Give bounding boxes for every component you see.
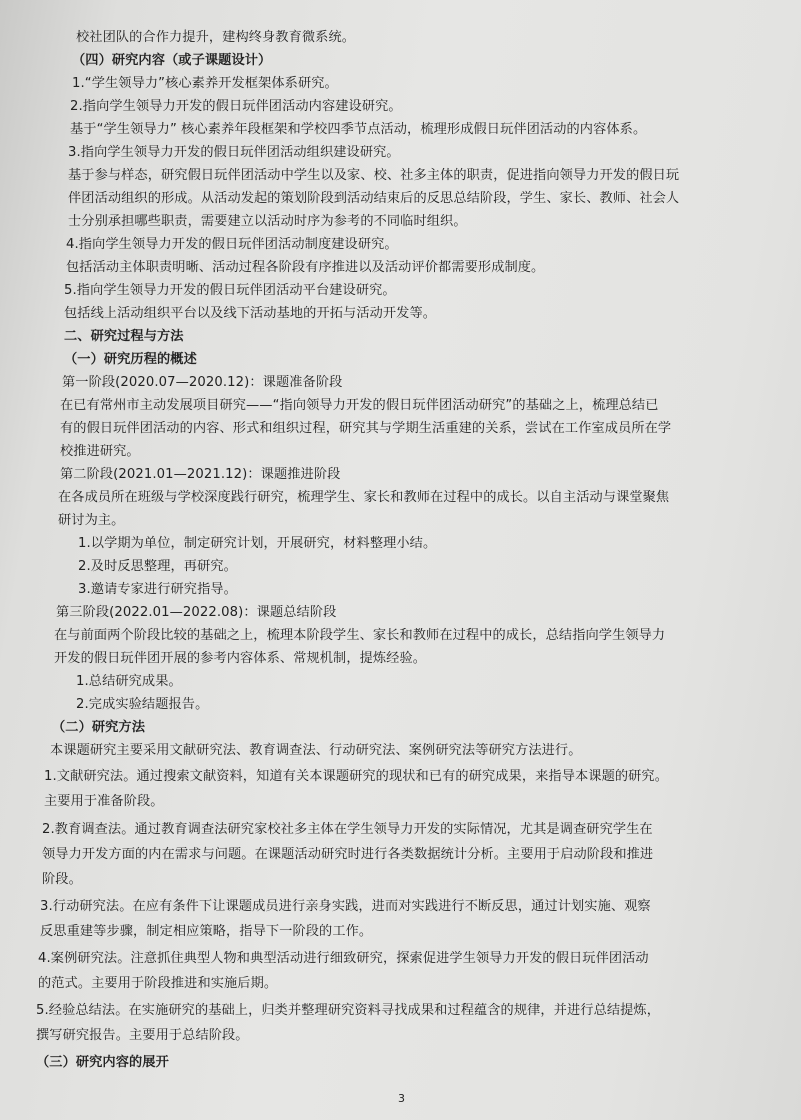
text-line: 3.行动研究法。在应有条件下让课题成员进行亲身实践，进而对实践进行不断反思，通过计划实施、观察 [40,899,651,914]
text-line: 包括活动主体职责明晰、活动过程各阶段有序推进以及活动评价都需要形成制度。 [66,260,545,275]
text-line: 校推进研究。 [60,444,140,459]
text-line: 基于“学生领导力” 核心素养年段框架和学校四季节点活动，梳理形成假日玩伴团活动的内容体系。 [70,122,647,137]
text-line: 在已有常州市主动发展项目研究——“指向领导力开发的假日玩伴团活动研究”的基础之上，梳理总结已 [60,398,659,413]
text-line: 开发的假日玩伴团开展的参考内容体系、常规机制，提炼经验。 [54,651,427,666]
text-line: 包括线上活动组织平台以及线下活动基地的开拓与活动开发等。 [64,306,437,321]
section-heading: （一）研究历程的概述 [64,352,197,367]
list-item: 2.及时反思整理，再研究。 [78,559,237,574]
text-line: 主要用于准备阶段。 [44,794,164,809]
text-line: 反思重建等步骤，制定相应策略，指导下一阶段的工作。 [40,924,373,939]
text-line: 1.“学生领导力”核心素养开发框架体系研究。 [72,76,338,91]
list-item: 2.完成实验结题报告。 [76,697,209,712]
list-item: 1.以学期为单位，制定研究计划，开展研究，材料整理小结。 [78,536,437,551]
section-heading: （三）研究内容的展开 [36,1055,169,1070]
section-heading: （四）研究内容（或子课题设计） [72,53,272,68]
text-line: 基于参与样态，研究假日玩伴团活动中学生以及家、校、社多主体的职责，促进指向领导力开发的假日玩 [68,168,680,183]
text-line: 阶段。 [42,872,82,887]
section-heading: 二、研究过程与方法 [64,329,184,344]
text-line: 伴团活动组织的形成。从活动发起的策划阶段到活动结束后的反思总结阶段，学生、家长、教师、社会人 [68,191,680,206]
text-line: 研讨为主。 [58,513,125,528]
section-heading: （二）研究方法 [52,720,146,735]
text-line: 2.教育调查法。通过教育调查法研究家校社多主体在学生领导力开发的实际情况，尤其是调查研究学生在 [42,822,653,837]
page-number: 3 [398,1092,406,1105]
text-line: 撰写研究报告。主要用于总结阶段。 [36,1028,249,1043]
text-line: 在各成员所在班级与学校深度践行研究，梳理学生、家长和教师在过程中的成长。以自主活动与课堂聚焦 [58,490,670,505]
text-line: 5.指向学生领导力开发的假日玩伴团活动平台建设研究。 [64,283,396,298]
text-line: 领导力开发方面的内在需求与问题。在课题活动研究时进行各类数据统计分析。主要用于启动阶段和推进 [42,847,654,862]
text-line: 第一阶段(2020.07—2020.12)：课题准备阶段 [62,375,343,390]
text-line: 3.指向学生领导力开发的假日玩伴团活动组织建设研究。 [68,145,400,160]
text-line: 第三阶段(2022.01—2022.08)：课题总结阶段 [56,605,337,620]
list-item: 1.总结研究成果。 [76,674,182,689]
text-line: 4.指向学生领导力开发的假日玩伴团活动制度建设研究。 [66,237,398,252]
text-line: 5.经验总结法。在实施研究的基础上，归类并整理研究资料寻找成果和过程蕴含的规律，并进行总结提炼， [36,1003,661,1018]
text-line: 在与前面两个阶段比较的基础之上，梳理本阶段学生、家长和教师在过程中的成长，总结指向学生领导力 [54,628,666,643]
text-line: 有的假日玩伴团活动的内容、形式和组织过程，研究其与学期生活重建的关系，尝试在工作室成员所在学 [60,421,672,436]
text-line: 第二阶段(2021.01—2021.12)：课题推进阶段 [60,467,341,482]
text-line: 4.案例研究法。注意抓住典型人物和典型活动进行细致研究，探索促进学生领导力开发的假日玩伴团活动 [38,951,649,966]
text-line: 校社团队的合作力提升，建构终身教育微系统。 [76,30,356,45]
text-line: 的范式。主要用于阶段推进和实施后期。 [38,976,278,991]
text-line: 1.文献研究法。通过搜索文献资料，知道有关本课题研究的现状和已有的研究成果，来指导本课题的研究。 [44,769,669,784]
text-line: 2.指向学生领导力开发的假日玩伴团活动内容建设研究。 [70,99,402,114]
list-item: 3.邀请专家进行研究指导。 [78,582,237,597]
text-line: 士分别承担哪些职责，需要建立以活动时序为参考的不同临时组织。 [68,214,467,229]
text-line: 本课题研究主要采用文献研究法、教育调查法、行动研究法、案例研究法等研究方法进行。 [50,743,582,758]
